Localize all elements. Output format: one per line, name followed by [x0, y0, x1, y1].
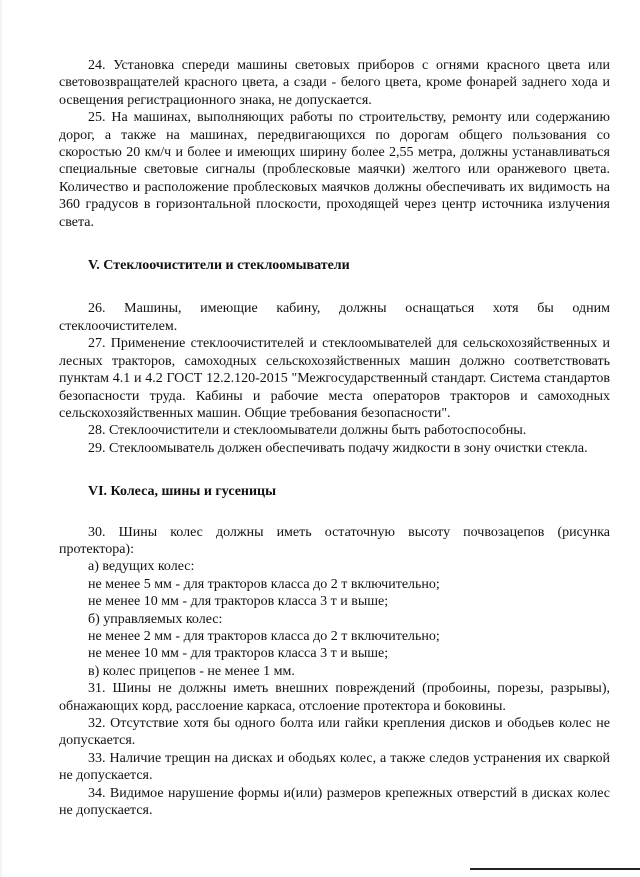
document-body: [59, 57, 610, 819]
paragraph-28: 28. Стеклоочистители и стеклоомыватели должны быть работоспособны.: [88, 423, 527, 439]
list-item: а) ведущих колес:: [88, 559, 195, 575]
paragraph-26: 26. Машины, имеющие кабину, должны оснащаться хотя бы одним стеклоочистителем.: [59, 301, 610, 334]
list-item: не менее 10 мм - для тракторов класса 3 т и выше;: [88, 594, 389, 610]
paragraph-25: 25. На машинах, выполняющих работы по строительству, ремонту или содержанию дорог, а также на машинах, передвигающихся по дорогам общего пользования со скоростью 20 км/ч и более и имеющих ширину более 2,55 метра, должны устанавливаться специальные световые сигналы (проблесковые маячки) желтого или оранжевого цвета. Количество и расположение проблесковых маячков должны обеспечивать их видимость на 360 градусов в горизонтальной плоскости, проходящей через центр источника излучения света.: [59, 110, 610, 230]
paragraph-33: 33. Наличие трещин на дисках и ободьях колес, а также следов устранения их сваркой не допускается.: [59, 750, 610, 784]
paragraph-31: 31. Шины не должны иметь внешних повреждений (пробоины, порезы, разрывы), обнажающих корд, расслоение каркаса, отслоение протектора и боковины.: [59, 681, 610, 714]
list-item: не менее 2 мм - для тракторов класса до 2 т включительно;: [88, 628, 440, 644]
paragraph-34: 34. Видимое нарушение формы и(или) размеров крепежных отверстий в дисках колес не допускается.: [59, 785, 610, 819]
paragraph-27: 27. Применение стеклоочистителей и стеклоомывателей для сельскохозяйственных и лесных тракторов, самоходных сельскохозяйственных машин должно соответствовать пунктам 4.1 и 4.2 ГОСТ 12.2.120-2015 "Межгосударственный стандарт. Система стандартов безопасности труда. Кабины и рабочие места операторов тракторов и самоходных сельскохозяйственных машин. Общие требования безопасности".: [59, 336, 610, 421]
spacer: [59, 231, 610, 257]
list-item: не менее 10 мм - для тракторов класса 3 т и выше;: [88, 646, 389, 662]
list-item: не менее 5 мм - для тракторов класса до 2 т включительно;: [88, 576, 440, 592]
page-bottom-rule: [470, 868, 640, 870]
paragraph-29: 29. Стеклоомыватель должен обеспечивать подачу жидкости в зону очистки стекла.: [88, 440, 588, 456]
paragraph-30: 30. Шины колес должны иметь остаточную высоту почвозацепов (рисунка протектора):: [59, 524, 610, 557]
spacer: [59, 501, 610, 524]
section-heading-6: VI. Колеса, шины и гусеницы: [88, 484, 277, 500]
list-item: б) управляемых колес:: [88, 611, 223, 627]
paragraph-32: 32. Отсутствие хотя бы одного болта или гайки крепления дисков и ободьев колес не допускается.: [59, 716, 610, 749]
spacer: [59, 274, 610, 300]
list-item: в) колес прицепов - не менее 1 мм.: [88, 663, 295, 679]
scan-edge: [0, 0, 2, 877]
section-heading-5: V. Стеклоочистители и стеклоомыватели: [88, 258, 350, 274]
paragraph-24: 24. Установка спереди машины световых приборов с огнями красного цвета или световозвращателей красного цвета, а сзади - белого цвета, кроме фонарей заднего хода и освещения регистрационного знака, не допускается.: [59, 58, 610, 108]
spacer: [59, 457, 610, 483]
